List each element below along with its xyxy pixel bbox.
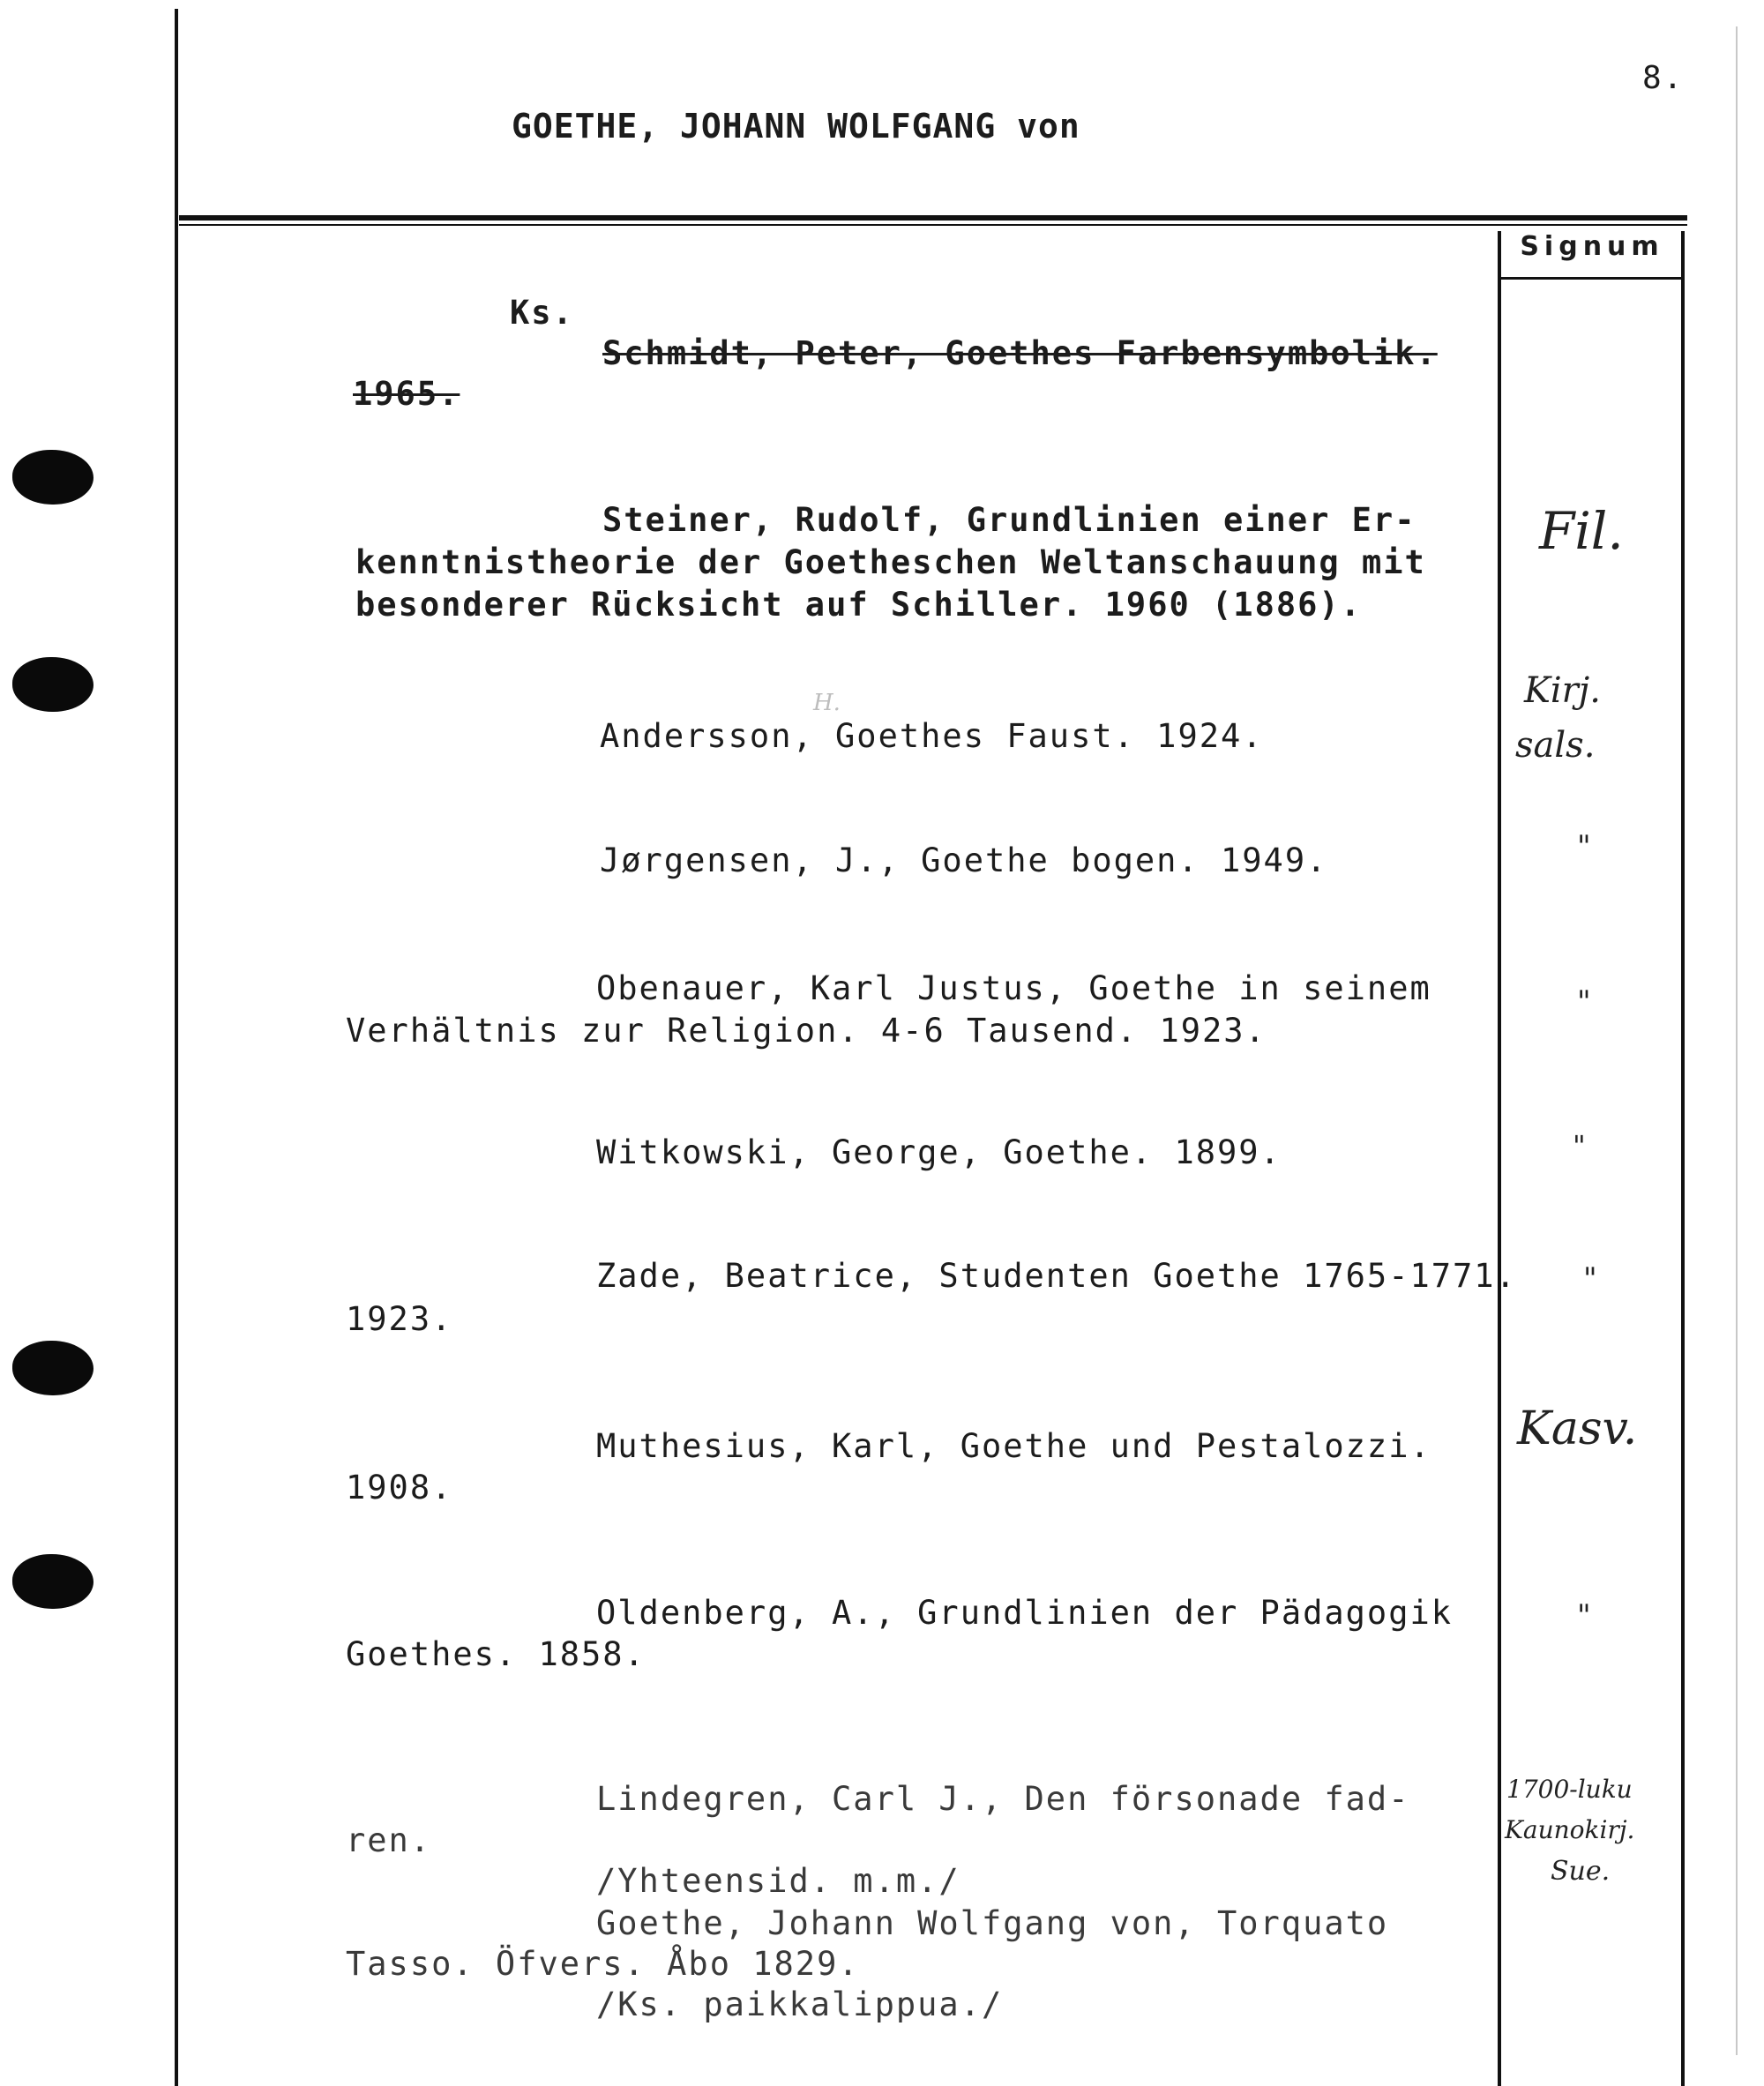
signum-jorgensen-ditto: " (1577, 829, 1591, 864)
signum-lindegren-line1: 1700-luku (1506, 1775, 1633, 1804)
entry-muthesius-line2: 1908. (346, 1469, 453, 1507)
left-margin-line (175, 9, 178, 2086)
entry-lindegren-line2: ren. (346, 1821, 432, 1859)
signum-lindegren-line3: Sue. (1551, 1856, 1611, 1887)
entry-lindegren-line5: Tasso. Öfvers. Åbo 1829. (346, 1945, 860, 1983)
entry-steiner-line1: Steiner, Rudolf, Grundlinien einer Er- (602, 501, 1416, 539)
punch-hole-2 (12, 657, 93, 712)
entry-obenauer-line1: Obenauer, Karl Justus, Goethe in seinem (596, 969, 1431, 1007)
signum-steiner: Fil. (1539, 501, 1624, 561)
entry-oldenberg-line1: Oldenberg, A., Grundlinien der Pädagogik (596, 1594, 1454, 1632)
entry-zade-line1: Zade, Beatrice, Studenten Goethe 1765-1771. (596, 1257, 1517, 1295)
entry-obenauer-line2: Verhältnis zur Religion. 4-6 Tausend. 1923. (346, 1012, 1267, 1050)
card-heading: GOETHE, JOHANN WOLFGANG von (512, 107, 1080, 146)
header-rule-thick (179, 215, 1687, 221)
page-number: 8. (1642, 60, 1685, 96)
ks-label: Ks. (510, 294, 574, 332)
card-right-edge (1736, 26, 1738, 2055)
signum-oldenberg-ditto: " (1577, 1598, 1591, 1634)
entry-oldenberg-line2: Goethes. 1858. (346, 1635, 646, 1673)
entry-lindegren-line4: Goethe, Johann Wolfgang von, Torquato (596, 1904, 1389, 1942)
header-rule-thin (179, 224, 1687, 226)
signum-zade-ditto: " (1583, 1261, 1597, 1297)
signum-muthesius: Kasv. (1517, 1402, 1638, 1455)
entry-jorgensen: Jørgensen, J., Goethe bogen. 1949. (600, 841, 1328, 879)
signum-header-underline (1499, 277, 1683, 280)
entry-witkowski: Witkowski, George, Goethe. 1899. (596, 1133, 1282, 1171)
entry-lindegren-line1: Lindegren, Carl J., Den försonade fad- (596, 1780, 1410, 1818)
entry-zade-line2: 1923. (346, 1300, 453, 1338)
signum-column-left-line (1498, 231, 1501, 2086)
signum-column-header: Signum (1520, 231, 1664, 262)
entry-andersson: Andersson, Goethes Faust. 1924. (600, 717, 1264, 755)
entry-schmidt-line2: 1965. (353, 375, 460, 413)
entry-steiner-line2: kenntnistheorie der Goetheschen Weltanschauung mit (355, 543, 1426, 581)
punch-hole-4 (12, 1554, 93, 1609)
entry-schmidt-line1: Schmidt, Peter, Goethes Farbensymbolik. (602, 334, 1438, 372)
entry-lindegren-line3: /Yhteensid. m.m./ (596, 1862, 960, 1900)
signum-lindegren-line2: Kaunokirj. (1505, 1815, 1635, 1844)
entry-steiner-line3: besonderer Rücksicht auf Schiller. 1960 (1886). (355, 586, 1362, 624)
punch-hole-3 (12, 1341, 93, 1395)
signum-witkowski-ditto: " (1573, 1129, 1586, 1163)
signum-column-right-line (1681, 231, 1685, 2086)
entry-andersson-insert: H. (813, 690, 841, 716)
entry-lindegren-line6: /Ks. paikkalippua./ (596, 1985, 1004, 2023)
punch-hole-1 (12, 450, 93, 505)
signum-obenauer-ditto: " (1577, 984, 1591, 1020)
entry-muthesius-line1: Muthesius, Karl, Goethe und Pestalozzi. (596, 1427, 1431, 1465)
signum-andersson-line2: sals. (1515, 725, 1596, 766)
signum-andersson-line1: Kirj. (1524, 670, 1601, 711)
